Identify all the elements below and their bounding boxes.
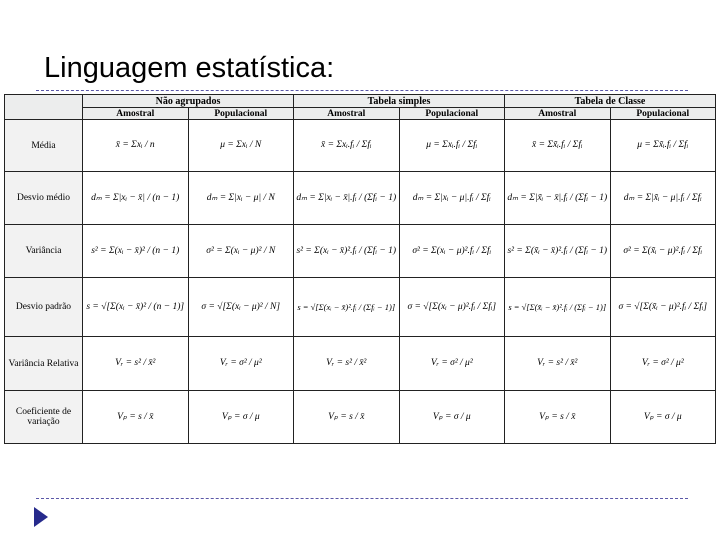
statistics-formula-table (4, 94, 716, 444)
formula-cell: σ = √[Σ(xᵢ − μ)².fᵢ / Σfᵢ] (399, 278, 505, 337)
subheader-row (5, 108, 716, 120)
formula-cell: Vₚ = σ / μ (188, 391, 294, 444)
group-header-nao-agrupados: Não agrupados (83, 95, 294, 108)
top-dashed-divider (36, 90, 688, 91)
formula-cell: Vᵣ = σ² / μ² (188, 337, 294, 391)
formula-cell: μ = Σxᵢ / N (188, 120, 294, 172)
row-label: Coeficiente de variação (5, 391, 83, 444)
row-label: Desvio padrão (5, 278, 83, 337)
formula-cell: Vₚ = s / x̄ (505, 391, 611, 444)
group-header-tabela-simples: Tabela simples (294, 95, 505, 108)
slide-title: Linguagem estatística: (44, 52, 335, 84)
subheader-populacional: Populacional (399, 108, 505, 120)
formula-cell: Vᵣ = σ² / μ² (610, 337, 716, 391)
formula-cell: x̄ = Σxᵢ.fᵢ / Σfᵢ (294, 120, 400, 172)
formula-cell: dₘ = Σ|x̃ᵢ − μ|.fᵢ / Σfᵢ (610, 172, 716, 225)
table-row-variancia (5, 225, 716, 278)
table-row-variancia-relativa (5, 337, 716, 391)
formula-cell: Vᵣ = s² / x̄² (83, 337, 189, 391)
formula-cell: dₘ = Σ|x̃ᵢ − x̄|.fᵢ / (Σfᵢ − 1) (505, 172, 611, 225)
subheader-amostral: Amostral (83, 108, 189, 120)
formula-cell: σ² = Σ(xᵢ − μ)² / N (188, 225, 294, 278)
formula-cell: s² = Σ(xᵢ − x̄)² / (n − 1) (83, 225, 189, 278)
table-row-desvio-medio (5, 172, 716, 225)
subheader-amostral: Amostral (505, 108, 611, 120)
formula-cell: σ = √[Σ(xᵢ − μ)² / N] (188, 278, 294, 337)
formula-cell: x̄ = Σxᵢ / n (83, 120, 189, 172)
formula-cell: s = √[Σ(x̃ᵢ − x̄)².fᵢ / (Σfᵢ − 1)] (505, 278, 611, 337)
subheader-populacional: Populacional (188, 108, 294, 120)
formula-cell: dₘ = Σ|xᵢ − μ| / N (188, 172, 294, 225)
row-label: Média (5, 120, 83, 172)
formula-cell: s² = Σ(x̃ᵢ − x̄)².fᵢ / (Σfᵢ − 1) (505, 225, 611, 278)
formula-cell: s = √[Σ(xᵢ − x̄)² / (n − 1)] (83, 278, 189, 337)
table-row-media (5, 120, 716, 172)
table-row-coeficiente-de-variacao (5, 391, 716, 444)
subheader-populacional: Populacional (610, 108, 716, 120)
row-label: Desvio médio (5, 172, 83, 225)
formula-cell: Vᵣ = s² / x̄² (505, 337, 611, 391)
corner-cell (5, 95, 83, 120)
group-header-row (5, 95, 716, 108)
formula-cell: σ² = Σ(xᵢ − μ)².fᵢ / Σfᵢ (399, 225, 505, 278)
formula-cell: x̄ = Σx̃ᵢ.fᵢ / Σfᵢ (505, 120, 611, 172)
formula-cell: s = √[Σ(xᵢ − x̄)².fᵢ / (Σfᵢ − 1)] (294, 278, 400, 337)
formula-cell: μ = Σx̃ᵢ.fᵢ / Σfᵢ (610, 120, 716, 172)
row-label: Variância (5, 225, 83, 278)
subheader-amostral: Amostral (294, 108, 400, 120)
formula-cell: dₘ = Σ|xᵢ − μ|.fᵢ / Σfᵢ (399, 172, 505, 225)
row-label: Variância Relativa (5, 337, 83, 391)
formula-cell: Vₚ = σ / μ (610, 391, 716, 444)
formula-cell: Vₚ = σ / μ (399, 391, 505, 444)
formula-cell: s² = Σ(xᵢ − x̄)².fᵢ / (Σfᵢ − 1) (294, 225, 400, 278)
formula-cell: Vₚ = s / x̄ (83, 391, 189, 444)
formula-cell: dₘ = Σ|xᵢ − x̄|.fᵢ / (Σfᵢ − 1) (294, 172, 400, 225)
formula-cell: μ = Σxᵢ.fᵢ / Σfᵢ (399, 120, 505, 172)
formula-cell: Vᵣ = σ² / μ² (399, 337, 505, 391)
formula-cell: Vᵣ = s² / x̄² (294, 337, 400, 391)
formula-cell: dₘ = Σ|xᵢ − x̄| / (n − 1) (83, 172, 189, 225)
formula-cell: σ = √[Σ(x̃ᵢ − μ)².fᵢ / Σfᵢ] (610, 278, 716, 337)
bottom-dashed-divider (36, 498, 688, 499)
formula-cell: Vₚ = s / x̄ (294, 391, 400, 444)
formula-cell: σ² = Σ(x̃ᵢ − μ)².fᵢ / Σfᵢ (610, 225, 716, 278)
next-slide-arrow-icon[interactable] (34, 507, 48, 527)
table-row-desvio-padrao (5, 278, 716, 337)
group-header-tabela-de-classe: Tabela de Classe (505, 95, 716, 108)
